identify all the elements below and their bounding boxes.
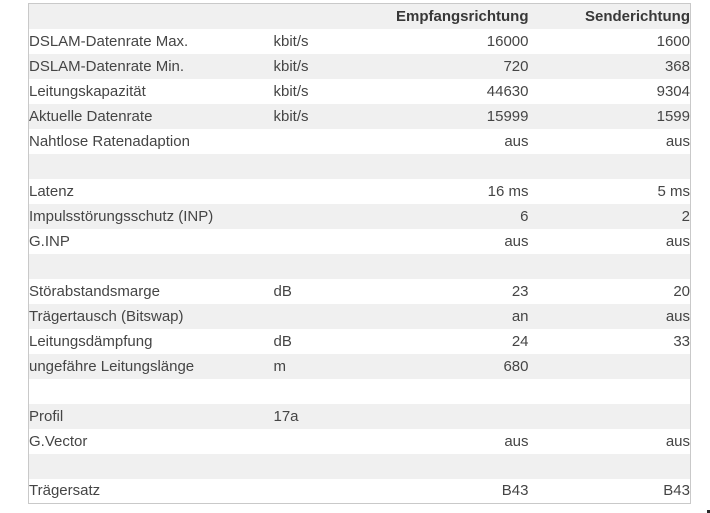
table-row — [29, 29, 691, 54]
table-row — [29, 329, 691, 354]
row-unit: 17a — [273, 407, 299, 425]
header-row — [29, 4, 691, 29]
row-unit — [274, 429, 384, 454]
row-unit: kbit/s — [273, 32, 309, 50]
row-value-send — [529, 154, 691, 179]
row-value-receive: aus — [504, 132, 529, 150]
table-row — [29, 104, 691, 129]
row-value-receive: 23 — [511, 282, 529, 300]
row-value-send: aus — [665, 232, 690, 250]
row-label: Latenz — [29, 182, 75, 200]
row-label — [29, 254, 274, 279]
row-value-send: 368 — [664, 57, 690, 75]
row-value-send: aus — [665, 307, 690, 325]
row-value-send: 20 — [673, 282, 690, 300]
row-value-send: 1599 — [656, 107, 690, 125]
row-value-send — [529, 404, 691, 429]
table-row — [29, 254, 691, 279]
dsl-info-table — [28, 3, 691, 504]
row-value-receive: aus — [504, 432, 529, 450]
header-unit-cell — [274, 4, 384, 29]
row-value-receive — [384, 154, 529, 179]
row-label: Nahtlose Ratenadaption — [29, 132, 190, 150]
row-value-send: 9304 — [656, 82, 690, 100]
row-unit — [274, 454, 384, 479]
row-unit — [274, 479, 384, 504]
row-label: Trägersatz — [29, 482, 101, 500]
row-value-send: 2 — [681, 207, 690, 225]
row-value-send — [529, 454, 691, 479]
row-value-receive: 680 — [503, 357, 529, 375]
row-unit — [274, 229, 384, 254]
row-unit — [274, 304, 384, 329]
row-value-send: 1600 — [656, 32, 690, 50]
table-row — [29, 204, 691, 229]
header-receive-direction: Empfangsrichtung — [395, 7, 529, 25]
table-row — [29, 279, 691, 304]
table-row — [29, 429, 691, 454]
table-row — [29, 404, 691, 429]
row-value-send — [529, 354, 691, 379]
row-label: Aktuelle Datenrate — [29, 107, 153, 125]
header-send-direction: Senderichtung — [584, 7, 690, 25]
row-unit: kbit/s — [273, 107, 309, 125]
row-label: G.Vector — [29, 432, 88, 450]
row-value-receive: 6 — [520, 207, 529, 225]
row-label: ungefähre Leitungslänge — [29, 357, 195, 375]
row-label: Leitungskapazität — [29, 82, 146, 100]
row-value-send: aus — [665, 132, 690, 150]
row-value-receive: 44630 — [486, 82, 529, 100]
table-row — [29, 354, 691, 379]
row-unit — [274, 379, 384, 404]
row-unit: kbit/s — [273, 82, 309, 100]
row-unit — [274, 129, 384, 154]
row-value-receive: aus — [504, 232, 529, 250]
row-label: DSLAM-Datenrate Min. — [29, 57, 185, 75]
row-label: Störabstandsmarge — [29, 282, 160, 300]
row-unit: dB — [273, 282, 292, 300]
row-value-send — [529, 379, 691, 404]
dsl-table-header — [29, 4, 691, 29]
header-label-cell — [29, 4, 274, 29]
row-value-send: B43 — [663, 482, 690, 500]
row-unit — [274, 154, 384, 179]
table-row — [29, 379, 691, 404]
row-value-receive — [384, 254, 529, 279]
row-value-receive — [384, 454, 529, 479]
row-value-receive: 16 ms — [487, 182, 529, 200]
row-label — [29, 154, 274, 179]
dsl-table-body — [29, 29, 691, 504]
table-row — [29, 479, 691, 504]
table-row — [29, 229, 691, 254]
table-row — [29, 79, 691, 104]
table-row — [29, 154, 691, 179]
row-unit — [274, 204, 384, 229]
row-label: G.INP — [29, 232, 70, 250]
row-value-receive: 24 — [511, 332, 529, 350]
row-value-receive: 720 — [503, 57, 529, 75]
row-unit: m — [273, 357, 286, 375]
row-label: Trägertausch (Bitswap) — [29, 307, 184, 325]
row-label — [29, 454, 274, 479]
row-value-receive: 16000 — [486, 32, 529, 50]
row-label — [29, 379, 274, 404]
row-value-receive — [384, 404, 529, 429]
table-row — [29, 454, 691, 479]
row-value-send — [529, 254, 691, 279]
row-value-receive: an — [511, 307, 529, 325]
table-row — [29, 304, 691, 329]
row-value-send: 5 ms — [657, 182, 690, 200]
row-label: Leitungsdämpfung — [29, 332, 153, 350]
row-unit — [274, 179, 384, 204]
table-row — [29, 179, 691, 204]
row-unit — [274, 254, 384, 279]
row-value-receive: B43 — [501, 482, 529, 500]
table-row — [29, 54, 691, 79]
row-value-receive: 15999 — [486, 107, 529, 125]
row-label: DSLAM-Datenrate Max. — [29, 32, 189, 50]
table-row — [29, 129, 691, 154]
row-value-send: 33 — [673, 332, 690, 350]
row-label: Profil — [29, 407, 64, 425]
row-unit: kbit/s — [273, 57, 309, 75]
row-label: Impulsstörungsschutz (INP) — [29, 207, 214, 225]
row-unit: dB — [273, 332, 292, 350]
row-value-send: aus — [665, 432, 690, 450]
row-value-receive — [384, 379, 529, 404]
